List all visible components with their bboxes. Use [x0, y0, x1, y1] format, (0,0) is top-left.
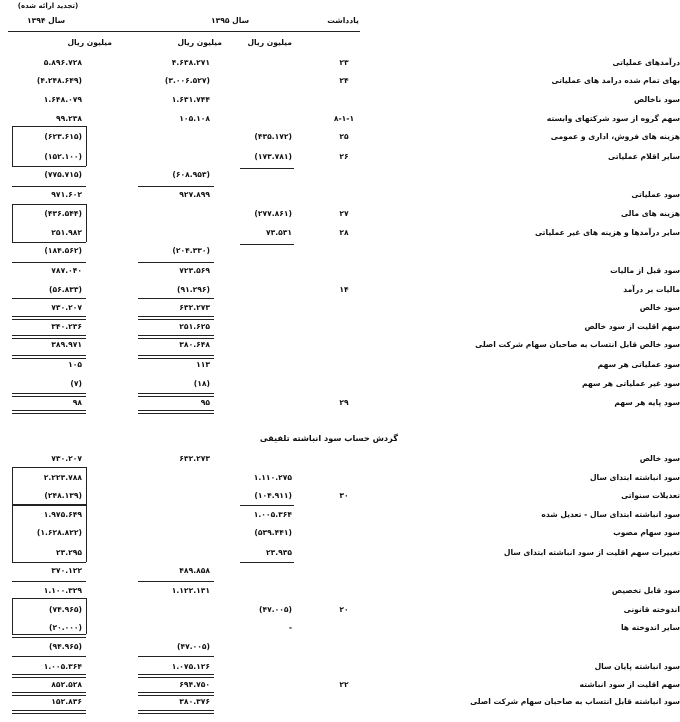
value-1395: ۶۳۲.۲۷۳: [179, 303, 210, 312]
value-1395-detail: -: [288, 623, 292, 632]
row-label: سود عملیاتی هر سهم: [597, 360, 680, 369]
double-rule: [138, 410, 214, 414]
row-note: ۳۰: [339, 491, 349, 500]
rule: [12, 262, 86, 263]
value-1395: ۱.۱۲۲.۱۳۱: [171, 586, 210, 595]
double-rule: [12, 710, 86, 714]
rule: [12, 581, 86, 582]
rule: [12, 562, 86, 563]
value-1394: ۲۳.۲۹۵: [55, 548, 82, 557]
row-label: سهم اقلیت از سود انباشته: [579, 680, 680, 689]
value-1395-detail: ۷۳.۵۳۱: [265, 228, 292, 237]
rule: [240, 168, 294, 169]
value-1394: ۱.۱۰۰.۳۲۹: [43, 586, 82, 595]
value-1395: ۶۳۲.۲۷۳: [179, 454, 210, 463]
value-1395-detail: ۲۳.۹۳۵: [265, 548, 292, 557]
value-1394: ۲۵۱.۹۸۲: [51, 228, 82, 237]
value-1395: (۱۸): [193, 379, 210, 388]
box-edge: [12, 126, 86, 127]
value-1395: (۳.۰۰۶.۵۲۷): [164, 76, 210, 85]
rule: [12, 166, 86, 167]
restated-label: (تجدید ارائه شده): [17, 2, 79, 10]
value-1394: (۷۴.۹۶۵): [48, 605, 82, 614]
row-note: ۲۴: [339, 76, 349, 85]
row-label: سود خالص: [639, 303, 680, 312]
value-1394: ۹۹.۲۳۸: [55, 114, 82, 123]
row-label: سهم اقلیت از سود خالص: [584, 322, 680, 331]
box-edge: [86, 467, 87, 505]
value-1394: (۱۸۴.۵۶۲): [44, 246, 82, 255]
value-1395-detail: (۵۳۹.۴۴۱): [254, 528, 292, 537]
value-1394: (۱.۶۲۸.۸۲۲): [36, 528, 82, 537]
unit-1395-b: میلیون ریال: [177, 38, 222, 47]
row-label: سود سهام مصوب: [613, 528, 680, 537]
rule: [240, 505, 294, 506]
row-note: ۲۵: [339, 132, 349, 141]
value-1395-detail: (۴۷.۰۰۵): [258, 605, 292, 614]
value-1394: ۷۳۰.۲۰۷: [51, 303, 82, 312]
value-1395-detail: (۲۷۷.۸۶۱): [254, 209, 292, 218]
row-note: ۲۳: [339, 58, 349, 67]
row-label: سود انباشته ابتدای سال - تعدیل شده: [541, 510, 680, 519]
row-label: سود خالص: [639, 454, 680, 463]
box-edge: [12, 598, 86, 599]
unit-1395-a: میلیون ریال: [247, 38, 292, 47]
box-edge: [86, 126, 87, 166]
value-1394: ۱۵۲.۸۳۶: [51, 697, 82, 706]
value-1395: ۱.۰۷۵.۱۲۶: [171, 662, 210, 671]
row-label: سایر اقلام عملیاتی: [608, 152, 680, 161]
value-1395: ۷۲۳.۵۶۹: [179, 266, 210, 275]
row-label: سهم گروه از سود شرکتهای وابسته: [546, 114, 680, 123]
value-1395-detail: ۱.۱۱۰.۲۷۵: [253, 473, 292, 482]
value-1394: (۲۰.۰۰۰): [48, 623, 82, 632]
value-1395: ۱.۶۳۱.۷۴۴: [171, 95, 210, 104]
row-label: سود خالص قابل انتساب به صاحبان سهام شرکت اصلی: [475, 340, 680, 349]
row-note: ۲۷: [339, 209, 349, 218]
double-rule: [138, 316, 214, 320]
value-1394: ۹۸: [72, 398, 82, 407]
box-edge: [86, 204, 87, 242]
value-1394: (۵۶.۸۳۳): [48, 285, 82, 294]
unit-1394: میلیون ریال: [67, 38, 112, 47]
value-1395: ۹۵: [200, 398, 210, 407]
row-label: درآمدهای عملیاتی: [612, 58, 680, 67]
value-1394: ۹۷۱.۶۰۲: [51, 190, 82, 199]
row-note: ۸-۱-۱: [333, 114, 355, 123]
value-1395: ۱۱۳: [196, 360, 210, 369]
value-1395-detail: (۱۷۳.۷۸۱): [254, 152, 292, 161]
rule: [12, 656, 86, 657]
retained-earnings-title: گردش حساب سود انباشته تلفیقی: [259, 433, 398, 443]
value-1394: (۴۳۶.۵۴۴): [44, 209, 82, 218]
box-edge: [12, 204, 86, 205]
box-edge: [12, 204, 13, 242]
value-1394: (۶۲۳.۶۱۵): [44, 132, 82, 141]
row-label: سایر درآمدها و هزینه های غیر عملیاتی: [534, 228, 680, 237]
row-label: هزینه های فروش، اداری و عمومی: [550, 132, 680, 141]
year-1394-header: سال ۱۳۹۴: [26, 16, 66, 25]
box-edge: [12, 504, 86, 505]
row-label: سود عملیاتی: [631, 190, 680, 199]
value-1394: ۱.۰۰۵.۳۶۴: [43, 662, 82, 671]
row-note: ۲۰: [339, 605, 349, 614]
double-rule: [138, 692, 214, 696]
rule: [138, 186, 214, 187]
header-rule: [8, 31, 360, 32]
double-rule: [12, 355, 86, 359]
rule: [240, 562, 294, 563]
double-rule: [12, 335, 86, 339]
value-1394: (۲۴۸.۱۳۹): [44, 491, 82, 500]
row-label: سایر اندوخته ها: [620, 623, 680, 632]
box-edge: [12, 126, 13, 166]
row-note: ۲۸: [339, 228, 349, 237]
rule: [12, 637, 86, 638]
value-1395: (۲۰۴.۳۳۰): [172, 246, 210, 255]
row-label: سود انباشته ابتدای سال: [589, 473, 680, 482]
row-label: اندوخته قانونی: [623, 605, 680, 614]
box-edge: [12, 504, 13, 562]
double-rule: [12, 393, 86, 397]
value-1395: ۹۲۷.۸۹۹: [179, 190, 210, 199]
value-1394: ۳۸۹.۹۷۱: [51, 340, 82, 349]
rule: [138, 581, 214, 582]
double-rule: [138, 393, 214, 397]
value-1394: ۱.۶۴۸.۰۷۹: [43, 95, 82, 104]
value-1395-detail: (۱۰۴.۹۱۱): [254, 491, 292, 500]
rule: [12, 242, 86, 243]
row-label: بهای تمام شده درامد های عملیاتی: [551, 76, 680, 85]
box-edge: [86, 504, 87, 562]
row-note: ۱۴: [339, 285, 349, 294]
double-rule: [12, 692, 86, 696]
value-1395: ۴۸۹.۸۵۸: [179, 566, 210, 575]
rule: [138, 262, 214, 263]
row-label: سود قبل از مالیات: [610, 266, 680, 275]
row-label: مالیات بر درآمد: [623, 285, 680, 294]
value-1394: ۱۰۵: [68, 360, 82, 369]
value-1395: ۳۸۰.۳۷۶: [179, 697, 210, 706]
row-label: سود قابل تخصیص: [611, 586, 680, 595]
double-rule: [138, 335, 214, 339]
row-note: ۲۲: [339, 680, 349, 689]
double-rule: [12, 674, 86, 678]
value-1395: ۶۹۴.۷۵۰: [179, 680, 210, 689]
value-1395: ۳۸۰.۶۴۸: [179, 340, 210, 349]
rule: [138, 656, 214, 657]
box-edge: [12, 467, 86, 468]
double-rule: [138, 674, 214, 678]
row-label: سود پایه هر سهم: [614, 398, 680, 407]
year-1395-header: سال ۱۳۹۵: [210, 16, 250, 25]
box-edge: [86, 598, 87, 634]
double-rule: [138, 355, 214, 359]
row-label: سود غیر عملیاتی هر سهم: [582, 379, 680, 388]
value-1395: (۴۷.۰۰۵): [176, 642, 210, 651]
box-edge: [12, 505, 86, 506]
rule: [12, 298, 86, 299]
value-1394: ۸۵۲.۵۲۸: [51, 680, 82, 689]
row-label: سود ناخالص: [633, 95, 680, 104]
value-1394: ۳۷۰.۱۲۲: [51, 566, 82, 575]
value-1394: ۵.۸۹۶.۷۲۸: [43, 58, 82, 67]
value-1395: ۱۰۵.۱۰۸: [179, 114, 210, 123]
double-rule: [12, 316, 86, 320]
rule: [240, 244, 294, 245]
value-1394: (۴.۲۴۸.۶۴۹): [36, 76, 82, 85]
row-label: تغییرات سهم اقلیت از سود انباشته ابتدای سال: [503, 548, 680, 557]
note-column-header: یادداشت: [327, 16, 359, 25]
box-edge: [12, 634, 86, 635]
value-1395: ۴.۶۳۸.۲۷۱: [171, 58, 210, 67]
row-note: ۲۶: [339, 152, 349, 161]
row-label: تعدیلات سنواتی: [621, 491, 680, 500]
value-1395: (۶۰۸.۹۵۳): [172, 170, 210, 179]
rule: [138, 298, 214, 299]
value-1395: (۹۱.۲۹۶): [176, 285, 210, 294]
box-edge: [12, 467, 13, 505]
value-1394: ۷۸۷.۰۴۰: [51, 266, 82, 275]
value-1394: (۷): [70, 379, 82, 388]
value-1395-detail: ۱.۰۰۵.۳۶۴: [253, 510, 292, 519]
value-1394: (۹۴.۹۶۵): [48, 642, 82, 651]
row-label: سود انباشته پایان سال: [594, 662, 680, 671]
value-1394: ۱.۹۷۵.۶۴۹: [43, 510, 82, 519]
value-1394: (۷۷۵.۷۱۵): [44, 170, 82, 179]
row-label: هزینه های مالی: [621, 209, 680, 218]
double-rule: [12, 410, 86, 414]
rule: [12, 186, 86, 187]
value-1394: ۲.۲۲۳.۷۸۸: [43, 473, 82, 482]
row-label: سود انباشته قابل انتساب به صاحبان سهام شرکت اصلی: [470, 697, 680, 706]
double-rule: [138, 710, 214, 714]
value-1394: (۱۵۲.۱۰۰): [44, 152, 82, 161]
value-1395: ۲۵۱.۶۲۵: [179, 322, 210, 331]
row-note: ۲۹: [339, 398, 349, 407]
value-1394: ۳۴۰.۲۳۶: [51, 322, 82, 331]
value-1394: ۷۳۰.۲۰۷: [51, 454, 82, 463]
box-edge: [12, 598, 13, 634]
value-1395-detail: (۴۳۵.۱۷۲): [254, 132, 292, 141]
